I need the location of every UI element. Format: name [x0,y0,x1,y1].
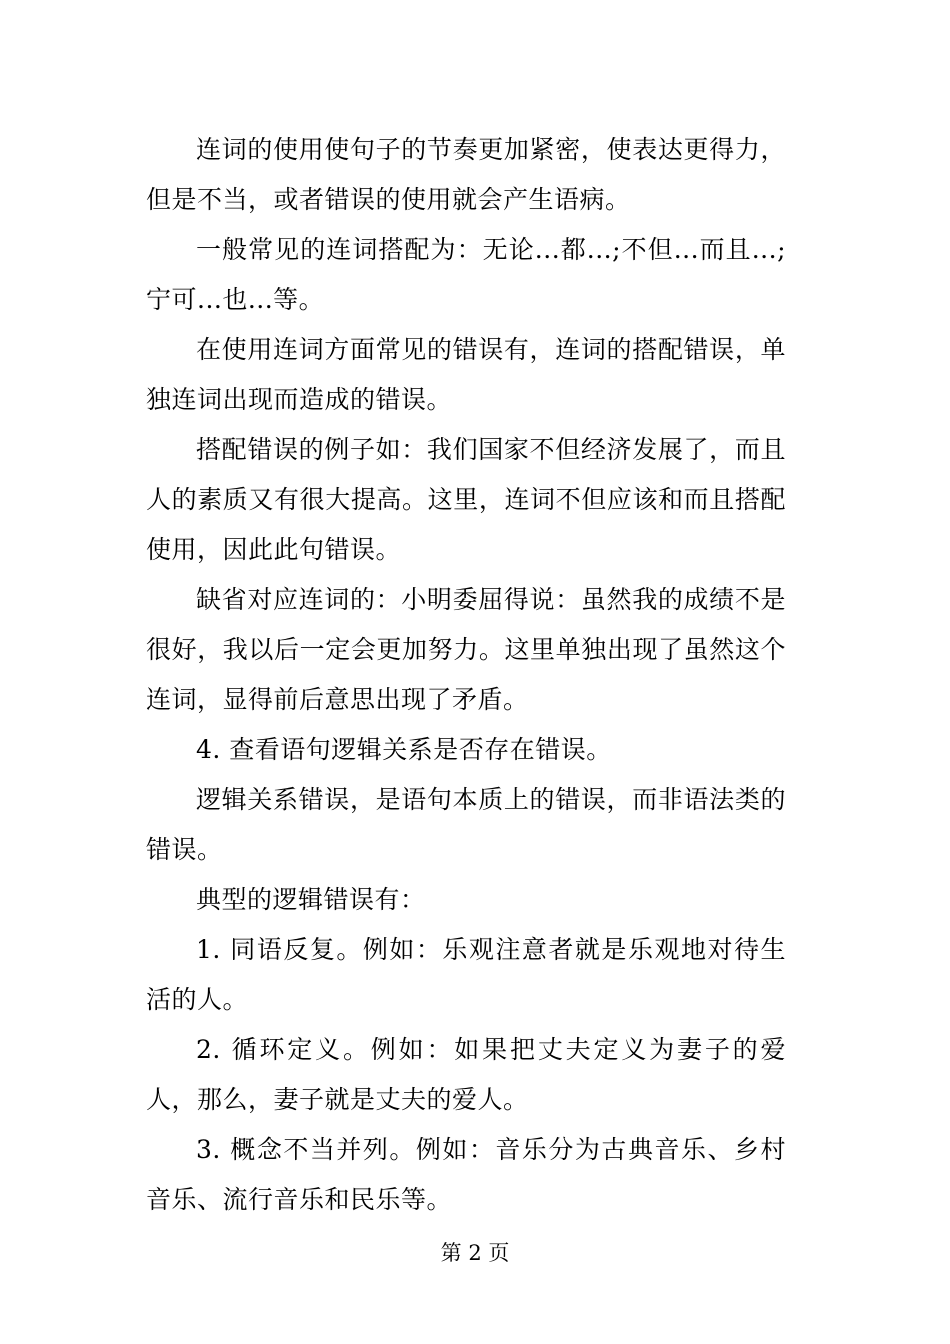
paragraph-conjunction-usage: 连词的使用使句子的节奏更加紧密，使表达更得力，但是不当，或者错误的使用就会产生语病。 [146,135,786,214]
paragraph-pairing-error-example: 搭配错误的例子如：我们国家不但经济发展了，而且人的素质又有很大提高。这里，连词不但应该和而且搭配使用，因此此句错误。 [146,435,786,564]
paragraph-common-errors: 在使用连词方面常见的错误有，连词的搭配错误，单独连词出现而造成的错误。 [146,335,786,414]
paragraph-tautology: 1. 同语反复。例如：乐观注意者就是乐观地对待生活的人。 [146,935,786,1014]
paragraph-common-pairs: 一般常见的连词搭配为：无论...都...;不但...而且...;宁可...也...等。 [146,235,786,314]
paragraph-circular-definition: 2. 循环定义。例如：如果把丈夫定义为妻子的爱人，那么，妻子就是丈夫的爱人。 [146,1035,786,1114]
document-body [146,125,786,1225]
paragraph-logic-error-definition: 逻辑关系错误，是语句本质上的错误，而非语法类的错误。 [146,785,786,864]
paragraph-section-4-heading: 4. 查看语句逻辑关系是否存在错误。 [196,735,612,764]
page-number: 第 2 页 [440,1241,510,1265]
paragraph-improper-juxtaposition: 3. 概念不当并列。例如：音乐分为古典音乐、乡村音乐、流行音乐和民乐等。 [146,1135,786,1214]
paragraph-missing-conjunction-example: 缺省对应连词的：小明委屈得说：虽然我的成绩不是很好，我以后一定会更加努力。这里单独出现了虽然这个连词，显得前后意思出现了矛盾。 [146,585,786,714]
paragraph-typical-logic-errors: 典型的逻辑错误有： [196,885,426,914]
